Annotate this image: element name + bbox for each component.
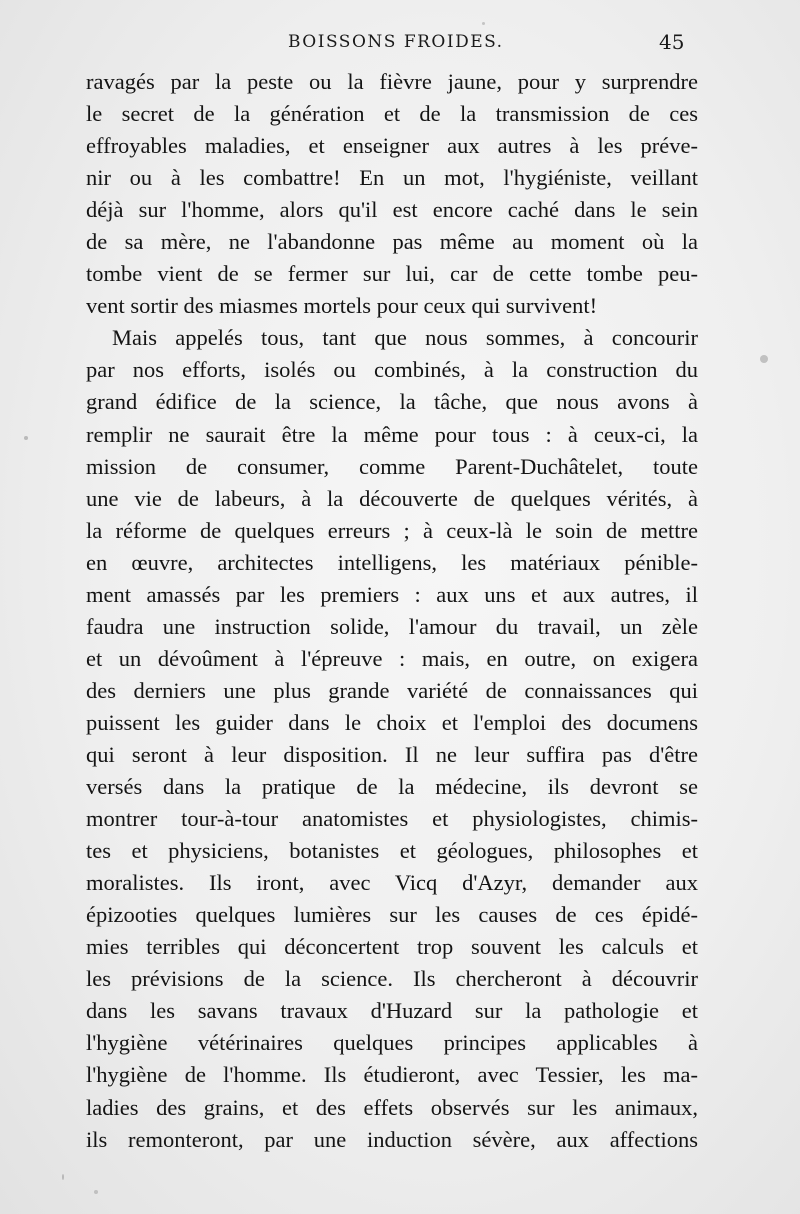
- text-line: grand édifice de la science, la tâche, que nous avons à: [86, 389, 698, 415]
- text-line: déjà sur l'homme, alors qu'il est encore caché dans le sein: [86, 197, 698, 223]
- text-line: mission de consumer, comme Parent-Duchâtelet, toute: [86, 453, 698, 479]
- text-line: moralistes. Ils iront, avec Vicq d'Azyr, demander aux: [86, 870, 698, 896]
- text-line: versés dans la pratique de la médecine, ils devront se: [86, 774, 698, 800]
- text-line: tes et physiciens, botanistes et géologues, philosophes et: [86, 838, 698, 864]
- text-line: effroyables maladies, et enseigner aux autres à les préve-: [86, 133, 698, 159]
- paper-speck: [62, 1174, 64, 1180]
- text-line: montrer tour-à-tour anatomistes et physiologistes, chimis-: [86, 806, 698, 832]
- paper-speck: [94, 1190, 98, 1194]
- text-line: ravagés par la peste ou la fièvre jaune, pour y surprendre: [86, 69, 698, 94]
- text-line: qui seront à leur disposition. Il ne leur suffira pas d'être: [86, 741, 698, 767]
- text-line: ils remonteront, par une induction sévère, aux affections: [86, 1126, 698, 1152]
- text-line: ment amassés par les premiers : aux uns et aux autres, il: [86, 581, 698, 607]
- text-line: l'hygiène de l'homme. Ils étudieront, avec Tessier, les ma-: [86, 1062, 698, 1088]
- text-line: le secret de la génération et de la transmission de ces: [86, 101, 698, 127]
- running-title: BOISSONS FROIDES.: [288, 32, 504, 52]
- text-line: les prévisions de la science. Ils chercheront à découvrir: [86, 966, 698, 992]
- text-line: mies terribles qui déconcertent trop souvent les calculs et: [86, 934, 698, 960]
- text-line: vent sortir des miasmes mortels pour ceux qui survivent!: [86, 293, 598, 319]
- text-line: une vie de labeurs, à la découverte de quelques vérités, à: [86, 485, 698, 511]
- text-line: des derniers une plus grande variété de connaissances qui: [86, 677, 698, 703]
- text-line: épizooties quelques lumières sur les causes de ces épidé-: [86, 902, 698, 928]
- text-line: et un dévoûment à l'épreuve : mais, en outre, on exigera: [86, 645, 698, 671]
- body-text: [86, 66, 698, 1156]
- paper-speck: [24, 436, 28, 440]
- text-line: en œuvre, architectes intelligens, les matériaux pénible-: [86, 549, 698, 575]
- paragraph-start-line: Mais appelés tous, tant que nous sommes, à concourir: [112, 325, 698, 351]
- page-number: 45: [659, 30, 685, 54]
- text-line: la réforme de quelques erreurs ; à ceux-là le soin de mettre: [86, 517, 698, 543]
- text-line: l'hygiène vétérinaires quelques principes applicables à: [86, 1030, 698, 1056]
- text-line: remplir ne saurait être la même pour tous : à ceux-ci, la: [86, 421, 698, 447]
- text-line: nir ou à les combattre! En un mot, l'hygiéniste, veillant: [86, 165, 698, 191]
- text-line: puissent les guider dans le choix et l'emploi des documens: [86, 709, 698, 735]
- paper-speck: [482, 22, 485, 25]
- text-line: par nos efforts, isolés ou combinés, à la construction du: [86, 357, 698, 383]
- page-header: [0, 30, 800, 58]
- text-line: faudra une instruction solide, l'amour du travail, un zèle: [86, 613, 698, 639]
- paper-speck: [760, 355, 768, 363]
- text-line: dans les savans travaux d'Huzard sur la pathologie et: [86, 998, 698, 1024]
- text-line: de sa mère, ne l'abandonne pas même au moment où la: [86, 229, 698, 255]
- text-line: tombe vient de se fermer sur lui, car de cette tombe peu-: [86, 261, 698, 287]
- text-line: ladies des grains, et des effets observés sur les animaux,: [86, 1094, 698, 1120]
